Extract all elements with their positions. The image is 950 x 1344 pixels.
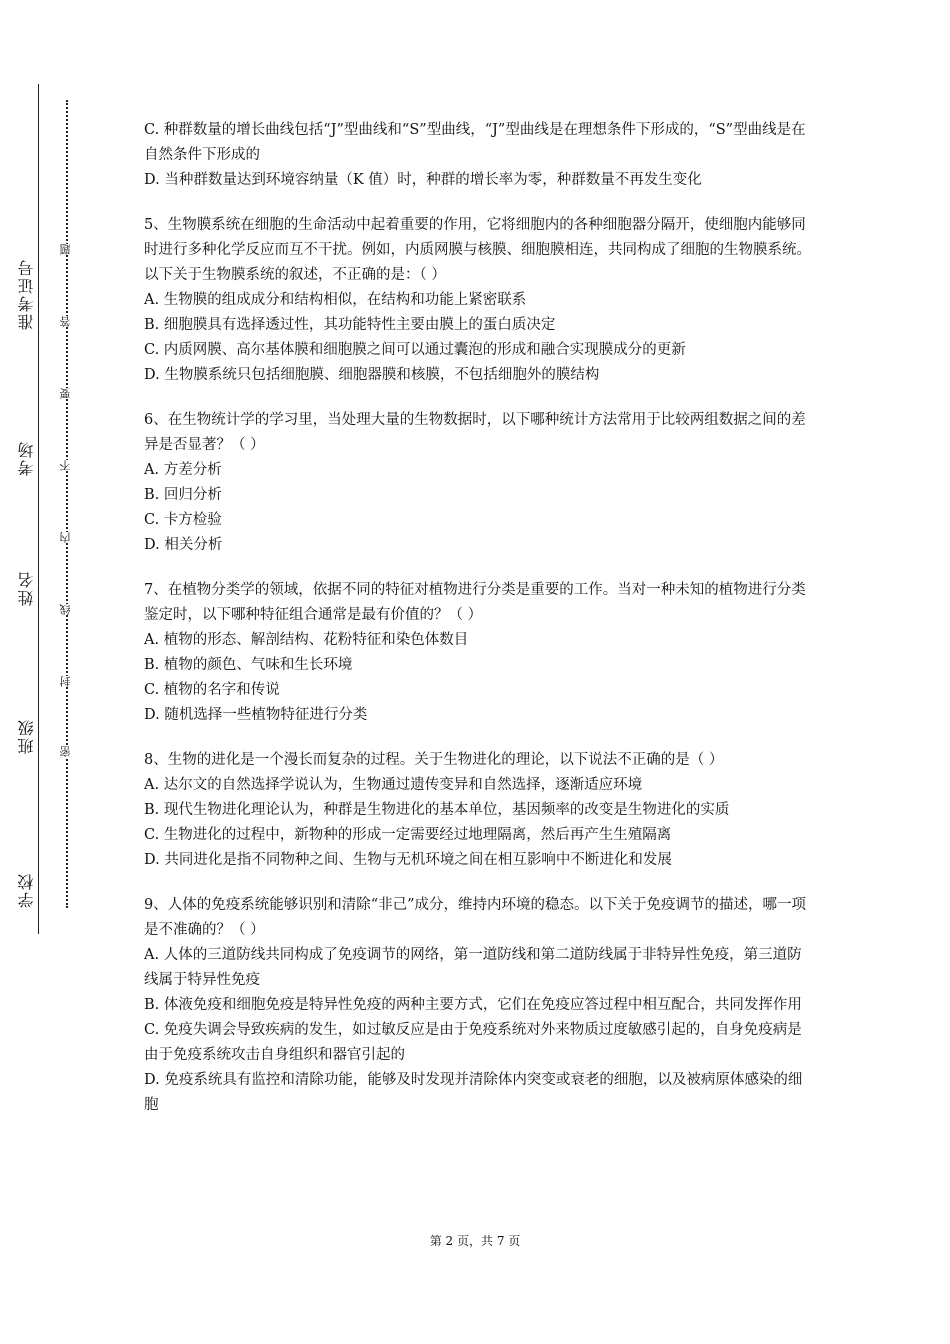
option: C. 生物进化的过程中，新物种的形成一定需要经过地理隔离，然后再产生生殖隔离 <box>144 827 672 843</box>
margin-dotted-line <box>66 100 68 908</box>
option: D. 免疫系统具有监控和清除功能，能够及时发现并清除体内突变或衰老的细胞，以及被病原体感染的细胞 <box>144 1072 803 1113</box>
question-8 <box>144 748 814 873</box>
margin-label-exam-room: 考场 <box>17 440 36 476</box>
question-text: 6、在生物统计学的学习里，当处理大量的生物数据时，以下哪种统计方法常用于比较两组数据之间的差异是否显著？（ ） <box>144 412 806 453</box>
question-5 <box>144 213 814 388</box>
option: B. 体液免疫和细胞免疫是特异性免疫的两种主要方式，它们在免疫应答过程中相互配合，共同发挥作用 <box>144 997 802 1013</box>
option: C. 植物的名字和传说 <box>144 682 280 698</box>
margin-dotted-word: 不 <box>59 460 72 471</box>
option: A. 方差分析 <box>144 462 222 478</box>
option: D. 当种群数量达到环境容纳量（K 值）时，种群的增长率为零，种群数量不再发生变化 <box>144 172 702 188</box>
margin-label-admission-number: 准考证号 <box>17 258 36 330</box>
option: D. 随机选择一些植物特征进行分类 <box>144 707 368 723</box>
option: A. 生物膜的组成成分和结构相似，在结构和功能上紧密联系 <box>144 292 527 308</box>
page-number: 第 2 页，共 7 页 <box>429 1234 521 1248</box>
margin-label-school: 学校 <box>17 872 36 908</box>
question-7 <box>144 578 814 728</box>
margin-label-name: 姓名 <box>17 570 36 606</box>
option: C. 卡方检验 <box>144 512 222 528</box>
exam-content <box>144 118 814 1138</box>
margin-solid-line <box>38 84 39 934</box>
question-text: 7、在植物分类学的领域，依据不同的特征对植物进行分类是重要的工作。当对一种未知的植物进行分类鉴定时，以下哪种特征组合通常是最有价值的？（ ） <box>144 582 806 623</box>
option: B. 现代生物进化理论认为，种群是生物进化的基本单位，基因频率的改变是生物进化的实质 <box>144 802 730 818</box>
question-text: 5、生物膜系统在细胞的生命活动中起着重要的作用，它将细胞内的各种细胞器分隔开，使细胞内能够同时进行多种化学反应而互不干扰。例如，内质网膜与核膜、细胞膜相连，共同构成了细胞的生物膜系统。以下关于生物膜系统的叙述，不正确的是：（ ） <box>144 217 811 283</box>
question-text: 9、人体的免疫系统能够识别和清除“非己”成分，维持内环境的稳态。以下关于免疫调节的描述，哪一项是不准确的？（ ） <box>144 897 807 938</box>
margin-dotted-word: 内 <box>59 532 72 543</box>
option: A. 人体的三道防线共同构成了免疫调节的网络，第一道防线和第二道防线属于非特异性免疫，第三道防线属于特异性免疫 <box>144 947 802 988</box>
margin-dotted-word: 密 <box>59 746 72 757</box>
margin-dotted-word: 答 <box>59 316 72 327</box>
option: B. 细胞膜具有选择透过性，其功能特性主要由膜上的蛋白质决定 <box>144 317 556 333</box>
margin-dotted-word: 线 <box>59 604 72 615</box>
margin-dotted-word: 要 <box>59 388 72 399</box>
option: A. 植物的形态、解剖结构、花粉特征和染色体数目 <box>144 632 469 648</box>
option: B. 植物的颜色、气味和生长环境 <box>144 657 353 673</box>
question-6 <box>144 408 814 558</box>
option: D. 相关分析 <box>144 537 223 553</box>
option: A. 达尔文的自然选择学说认为，生物通过遗传变异和自然选择，逐渐适应环境 <box>144 777 643 793</box>
option: C. 种群数量的增长曲线包括“J”型曲线和“S”型曲线，“J”型曲线是在理想条件下形成的，“S”型曲线是在自然条件下形成的 <box>144 122 806 163</box>
option: D. 共同进化是指不同物种之间、生物与无机环境之间在相互影响中不断进化和发展 <box>144 852 672 868</box>
option: C. 免疫失调会导致疾病的发生，如过敏反应是由于免疫系统对外来物质过度敏感引起的，自身免疫病是由于免疫系统攻击自身组织和器官引起的 <box>144 1022 802 1063</box>
option: D. 生物膜系统只包括细胞膜、细胞器膜和核膜，不包括细胞外的膜结构 <box>144 367 600 383</box>
option: C. 内质网膜、高尔基体膜和细胞膜之间可以通过囊泡的形成和融合实现膜成分的更新 <box>144 342 686 358</box>
margin-dotted-word: 题 <box>59 244 72 255</box>
question-9 <box>144 893 814 1118</box>
question-4-continued <box>144 118 814 193</box>
margin-label-class: 班级 <box>17 718 36 754</box>
question-text: 8、生物的进化是一个漫长而复杂的过程。关于生物进化的理论，以下说法不正确的是（ ） <box>144 752 724 768</box>
option: B. 回归分析 <box>144 487 222 503</box>
margin-dotted-word: 封 <box>59 676 72 687</box>
